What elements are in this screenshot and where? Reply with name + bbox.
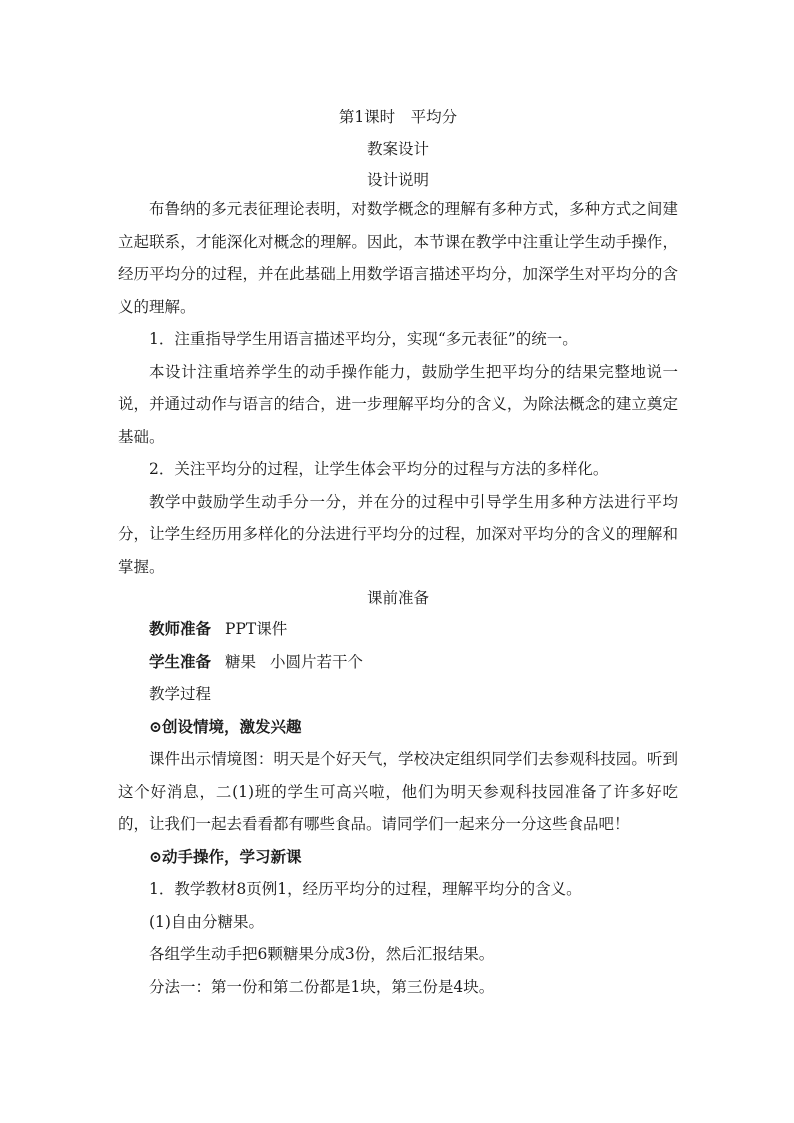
design-point-1: 1．注重指导学生用语言描述平均分，实现“多元表征”的统一。	[149, 330, 578, 348]
intro-paragraph: 布鲁纳的多元表征理论表明，对数学概念的理解有多种方式，多种方式之间建立起联系，才能深化对概念的理解。因此，本节课在教学中注重让学生动手操作，经历平均分的过程，并在此基础上用数学语言描述平均分，加深学生对平均分的含义的理解。	[118, 200, 678, 316]
teacher-prep-line	[118, 613, 678, 646]
student-prep-value-2: 小圆片若干个	[270, 652, 364, 671]
design-point-2: 2．关注平均分的过程，让学生体会平均分的过程与方法的多样化。	[149, 460, 609, 478]
section-heading-explain: 设计说明	[366, 171, 429, 189]
section-heading-design: 教案设计	[366, 139, 429, 158]
teacher-prep-value: PPT课件	[225, 620, 288, 638]
teacher-prep-label: 教师准备	[149, 619, 212, 638]
student-prep-value-1: 糖果	[225, 652, 257, 671]
step-2-line-1: 各组学生动手把6颗糖果分成3份，然后汇报结果。	[149, 945, 495, 963]
student-prep-line	[118, 646, 678, 679]
design-point-2-paragraph: 教学中鼓励学生动手分一分，并在分的过程中引导学生用多种方法进行平均分，让学生经历用多样化的分法进行平均分的过程，加深对平均分的含义的理解和掌握。	[118, 492, 678, 576]
design-point-1-paragraph: 本设计注重培养学生的动手操作能力，鼓励学生把平均分的结果完整地说一说，并通过动作与语言的结合，进一步理解平均分的含义，为除法概念的建立奠定基础。	[118, 362, 678, 446]
step-2-line-2: 分法一：第一份和第二份都是1块，第三份是4块。	[149, 977, 495, 996]
step-2-subitem-1: (1)自由分糖果。	[149, 912, 264, 931]
student-prep-label: 学生准备	[149, 651, 212, 671]
process-heading: 教学过程	[149, 685, 212, 703]
section-heading-prep: 课前准备	[366, 589, 429, 607]
lesson-plan-page	[118, 106, 678, 1003]
step-2-item-1: 1．教学教材8页例1，经历平均分的过程，理解平均分的含义。	[149, 880, 582, 898]
step-1-paragraph: 课件出示情境图：明天是个好天气，学校决定组织同学们去参观科技园。听到这个好消息，二(1)班的学生可高兴啦，他们为明天参观科技园准备了许多好吃的，让我们一起去看看都有哪些食品。请同学们一起来分一分这些食品吧！	[118, 750, 678, 833]
step-2-heading: ⊙动手操作，学习新课	[149, 846, 302, 866]
lesson-title: 第1课时 平均分	[338, 108, 458, 126]
step-1-heading: ⊙创设情境，激发兴趣	[149, 716, 302, 736]
